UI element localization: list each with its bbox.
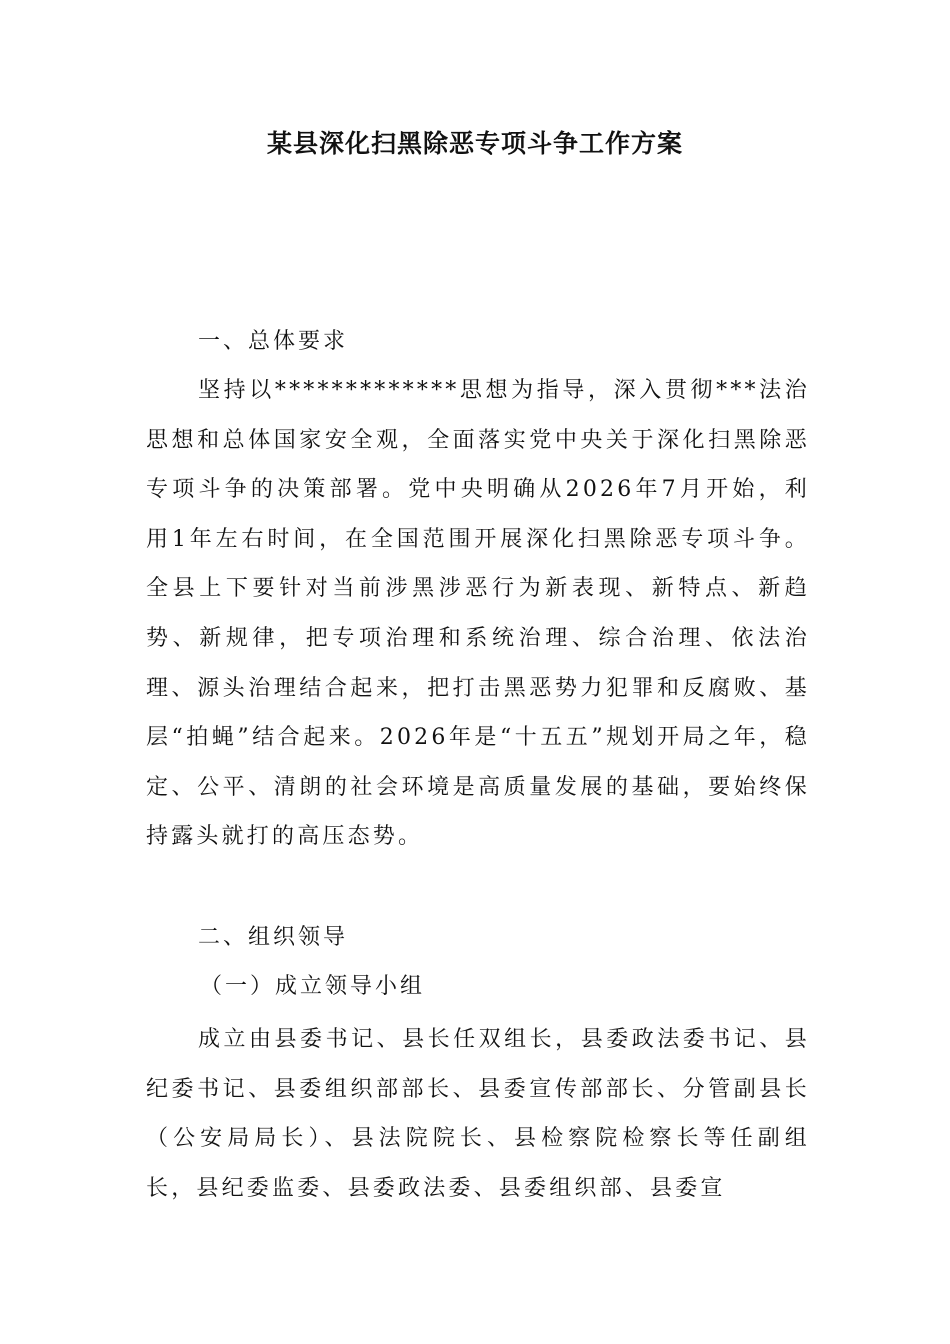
section-paragraph-general-requirements: 坚持以*************思想为指导，深入贯彻***法治思想和总体国家安全观，全面落实党中央关于深化扫黑除恶专项斗争的决策部署。党中央明确从2026年7月开始，利用1年左右时间，在全国范围开展深化扫黑除恶专项斗争。全县上下要针对当前涉黑涉恶行为新表现、新特点、新趋势、新规律，把专项治理和系统治理、综合治理、依法治理、源头治理结合起来，把打击黑恶势力犯罪和反腐败、基层“拍蝇”结合起来。2026年是“十五五”规划开局之年，稳定、公平、清朗的社会环境是高质量发展的基础，要始终保持露头就打的高压态势。	[146, 378, 810, 850]
subsection-heading-leading-group: （一）成立领导小组	[200, 974, 426, 999]
section-heading-organization-leadership: 二、组织领导	[198, 925, 349, 950]
section-heading-general-requirements: 一、总体要求	[198, 329, 349, 354]
document-title: 某县深化扫黑除恶专项斗争工作方案	[266, 129, 683, 158]
subsection-paragraph-leading-group: 成立由县委书记、县长任双组长，县委政法委书记、县纪委书记、县委组织部部长、县委宣传部部长、分管副县长（公安局局长）、县法院院长、县检察院检察长等任副组长，县纪委监委、县委政法委、县委组织部、县委宣	[146, 1027, 810, 1201]
